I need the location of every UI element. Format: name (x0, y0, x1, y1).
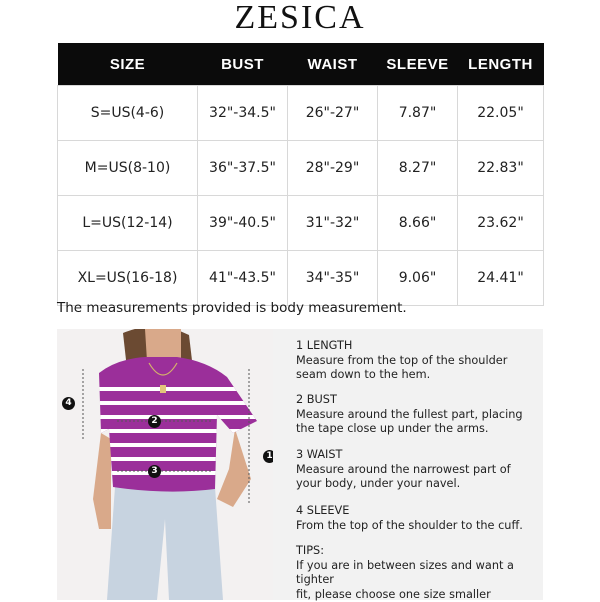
size-chart-table (57, 43, 544, 306)
tips-line: If you are in between sizes and want a tighter (296, 559, 543, 588)
model-illustration (57, 329, 273, 600)
table-cell: XL=US(16-18) (58, 251, 198, 306)
length-guide (296, 339, 507, 383)
table-row (58, 141, 544, 196)
measurement-note: The measurements provided is body measurement. (57, 300, 407, 316)
table-cell: 9.06" (378, 251, 458, 306)
tips-section (296, 544, 543, 602)
length-line: seam down to the hem. (296, 368, 507, 383)
marker-badge-4: 4 (62, 397, 75, 410)
marker-badge-2: 2 (148, 415, 161, 428)
table-row (58, 86, 544, 141)
table-row (58, 251, 544, 306)
table-cell: M=US(8-10) (58, 141, 198, 196)
pendant-shape (160, 385, 166, 393)
table-cell: 8.27" (378, 141, 458, 196)
waist-line: your body, under your navel. (296, 477, 511, 492)
table-cell: 23.62" (458, 196, 544, 251)
table-cell: S=US(4-6) (58, 86, 198, 141)
tips-line: fit, please choose one size smaller (296, 588, 543, 602)
table-cell: 8.66" (378, 196, 458, 251)
table-cell: 31"-32" (288, 196, 378, 251)
right-arm-shape (217, 429, 251, 507)
waist-guide (296, 448, 511, 492)
length-line: Measure from the top of the shoulder (296, 354, 507, 369)
table-cell: 24.41" (458, 251, 544, 306)
table-cell: 41"-43.5" (198, 251, 288, 306)
bust-heading: 2 BUST (296, 393, 523, 408)
measure-guide-panel (273, 329, 543, 600)
table-cell: 39"-40.5" (198, 196, 288, 251)
table-cell: 26"-27" (288, 86, 378, 141)
marker-badge-1: 1 (263, 450, 273, 463)
table-cell: 36"-37.5" (198, 141, 288, 196)
tips-heading: TIPS: (296, 544, 543, 559)
column-header: BUST (198, 43, 288, 86)
bust-line: the tape close up under the arms. (296, 422, 523, 437)
column-header: SLEEVE (378, 43, 458, 86)
column-header: WAIST (288, 43, 378, 86)
table-cell: 22.83" (458, 141, 544, 196)
table-header-row (58, 43, 544, 86)
column-header: LENGTH (458, 43, 544, 86)
waist-heading: 3 WAIST (296, 448, 511, 463)
marker-badge-3: 3 (148, 465, 161, 478)
table-cell: 7.87" (378, 86, 458, 141)
bust-line: Measure around the fullest part, placing (296, 408, 523, 423)
table-cell: 22.05" (458, 86, 544, 141)
jeans-shape (107, 487, 223, 600)
table-cell: 28"-29" (288, 141, 378, 196)
sleeve-heading: 4 SLEEVE (296, 504, 523, 519)
bust-guide (296, 393, 523, 437)
length-heading: 1 LENGTH (296, 339, 507, 354)
waist-line: Measure around the narrowest part of (296, 463, 511, 478)
model-photo (57, 329, 273, 600)
column-header: SIZE (58, 43, 198, 86)
table-row (58, 196, 544, 251)
table-cell: L=US(12-14) (58, 196, 198, 251)
sleeve-line: From the top of the shoulder to the cuff. (296, 519, 523, 534)
left-arm-shape (93, 433, 111, 529)
sleeve-guide (296, 504, 523, 533)
table-cell: 32"-34.5" (198, 86, 288, 141)
table-cell: 34"-35" (288, 251, 378, 306)
brand-logo: ZESICA (0, 0, 600, 36)
